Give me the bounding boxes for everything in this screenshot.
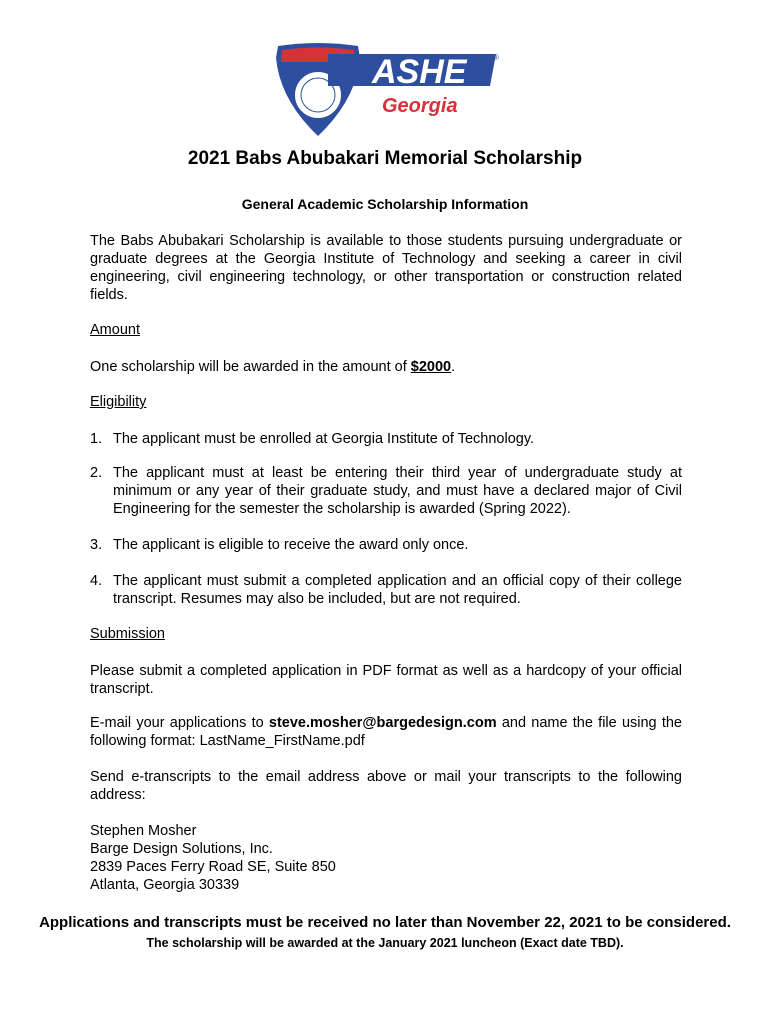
ashe-georgia-logo <box>268 40 508 140</box>
amount-text: One scholarship will be awarded in the amount of <box>90 359 411 375</box>
deadline-notice: Applications and transcripts must be received no later than November 22, 2021 to be considered. <box>39 914 731 931</box>
submission-paragraph-1: Please submit a completed application in PDF format as well as a hardcopy of your official transcript. <box>90 663 682 697</box>
list-number: 1. <box>90 431 103 447</box>
submission-heading: Submission <box>90 626 165 642</box>
email-text-end: and name the file using the following format: LastName_FirstName.pdf <box>90 715 682 749</box>
list-number: 3. <box>90 537 103 553</box>
email-address[interactable]: steve.mosher@bargedesign.com <box>268 715 497 731</box>
amount-value: $2000 <box>410 359 452 375</box>
page-title: 2021 Babs Abubakari Memorial Scholarship <box>187 148 583 169</box>
address-company: Barge Design Solutions, Inc. <box>90 841 273 857</box>
eligibility-heading: Eligibility <box>90 394 147 410</box>
address-street: 2839 Paces Ferry Road SE, Suite 850 <box>90 859 336 875</box>
list-item <box>90 430 682 448</box>
amount-heading: Amount <box>90 322 140 338</box>
page-subtitle: General Academic Scholarship Information <box>241 196 529 212</box>
submission-paragraph-3: Send e-transcripts to the email address above or mail your transcripts to the following address: <box>90 769 682 803</box>
address-city: Atlanta, Georgia 30339 <box>90 877 240 893</box>
list-text: The applicant must submit a completed application and an official copy of their college transcript. Resumes may also be included, but are not required. <box>113 573 682 607</box>
registered-mark: ® <box>493 53 499 62</box>
list-item <box>90 572 682 608</box>
amount-text-end: . <box>451 359 456 375</box>
ashe-shield-icon <box>268 40 508 140</box>
list-item <box>90 536 682 554</box>
mailing-address <box>90 822 682 894</box>
address-name: Stephen Mosher <box>90 823 197 839</box>
logo-region: Georgia <box>382 95 458 117</box>
list-number: 2. <box>90 465 103 481</box>
email-text: E-mail your applications to <box>90 715 269 731</box>
amount-paragraph <box>90 358 682 376</box>
logo-wordmark: ASHE <box>372 53 467 91</box>
list-item <box>90 464 682 518</box>
list-text: The applicant is eligible to receive the award only once. <box>113 537 469 553</box>
intro-paragraph: The Babs Abubakari Scholarship is available to those students pursuing undergraduate or graduate degrees at the Georgia Institute of Technology and seeking a career in civil engineering, civil engineering technology, or other transportation or construction related fields. <box>90 233 682 303</box>
submission-paragraph-2 <box>90 714 682 750</box>
list-number: 4. <box>90 573 103 589</box>
list-text: The applicant must at least be entering their third year of undergraduate study at minimum or any year of their graduate study, and must have a declared major of Civil Engineering for the semester the scholarship is awarded (Spring 2022). <box>113 465 682 517</box>
award-note: The scholarship will be awarded at the January 2021 luncheon (Exact date TBD). <box>146 936 624 950</box>
list-text: The applicant must be enrolled at Georgia Institute of Technology. <box>113 431 535 447</box>
